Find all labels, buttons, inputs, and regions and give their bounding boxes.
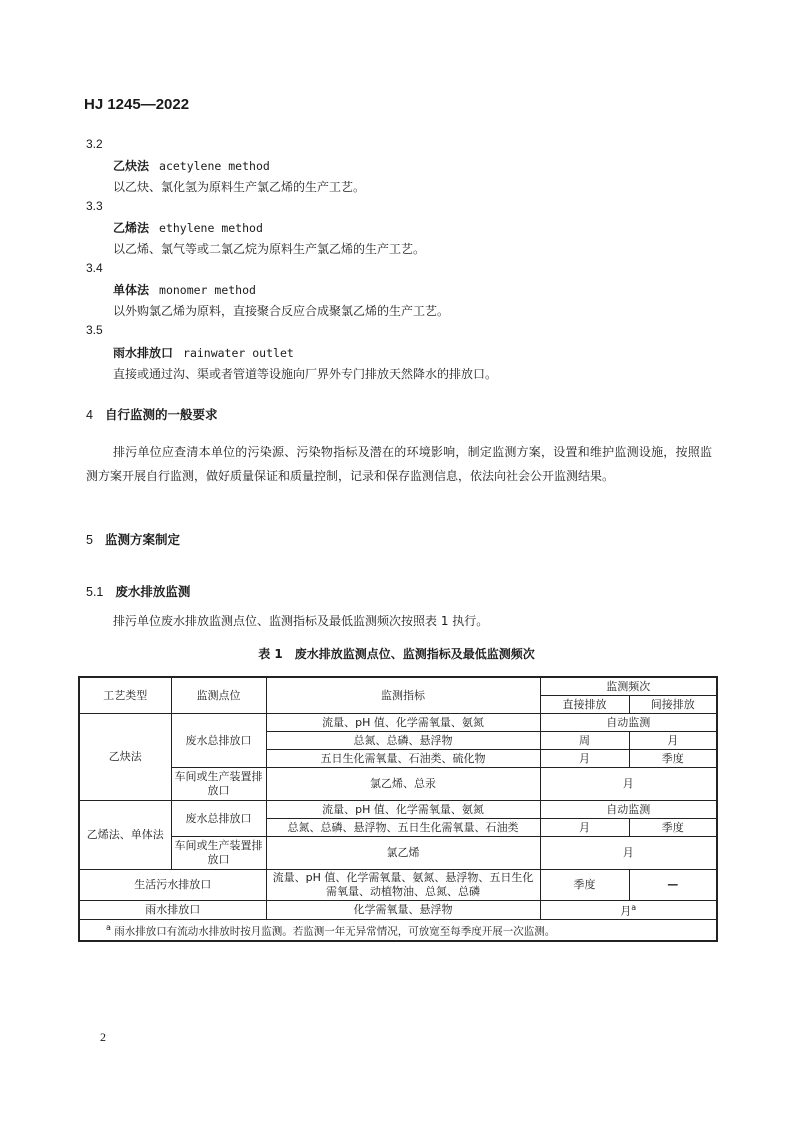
indicator-cell: 总氮、总磷、悬浮物、五日生化需氧量、石油类 <box>266 819 540 837</box>
section-title: 自行监测的一般要求 <box>104 407 218 422</box>
frequency-cell: 自动监测 <box>540 714 717 732</box>
frequency-cell: 月 <box>540 768 717 801</box>
subsection-title: 废水排放监测 <box>115 584 191 599</box>
frequency-value: 月 <box>620 904 632 918</box>
clause-number: 3.2 <box>86 137 103 151</box>
table-row <box>79 837 717 870</box>
indicator-cell: 总氮、总磷、悬浮物 <box>266 732 540 750</box>
table-row <box>79 768 717 801</box>
subsection-heading <box>86 582 190 600</box>
term-definition: 直接或通过沟、渠或者管道等设施向厂界外专门排放天然降水的排放口。 <box>113 367 498 381</box>
table-row <box>79 901 717 920</box>
term-definition: 以乙烯、氯气等或二氯乙烷为原料生产氯乙烯的生产工艺。 <box>113 242 426 256</box>
section-number: 5 <box>86 533 93 547</box>
frequency-cell: 月 <box>540 837 717 870</box>
header-point: 监测点位 <box>171 677 266 714</box>
table-caption <box>0 645 793 662</box>
header-frequency: 监测频次 <box>540 677 717 696</box>
indicator-cell: 流量、pH 值、化学需氧量、氨氮 <box>266 714 540 732</box>
indicator-cell: 氯乙烯、总汞 <box>266 768 540 801</box>
indicator-cell: 氯乙烯 <box>266 837 540 870</box>
point-cell: 雨水排放口 <box>79 901 266 920</box>
point-cell: 生活污水排放口 <box>79 870 266 901</box>
term-definition: 以乙炔、氯化氢为原料生产氯乙烯的生产工艺。 <box>113 180 366 194</box>
header-indirect: 间接排放 <box>629 696 717 714</box>
term-en: rainwater outlet <box>183 346 294 360</box>
table-note-row <box>79 919 717 941</box>
table-title: 废水排放监测点位、监测指标及最低监测频次 <box>294 647 535 661</box>
frequency-cell <box>540 901 717 920</box>
footnote-text: 雨水排放口有流动水排放时按月监测。若监测一年无异常情况，可放宽至每季度开展一次监测。 <box>114 925 556 938</box>
indicator-cell: 流量、pH 值、化学需氧量、氨氮 <box>266 801 540 819</box>
indicator-cell: 流量、pH 值、化学需氧量、氨氮、悬浮物、五日生化需氧量、动植物油、总氮、总磷 <box>266 870 540 901</box>
term-heading <box>113 157 270 174</box>
direct-cell: 季度 <box>540 870 629 901</box>
section-number: 4 <box>86 408 93 422</box>
table-row <box>79 714 717 732</box>
indirect-cell: — <box>629 870 717 901</box>
point-cell: 废水总排放口 <box>171 714 266 768</box>
term-zh: 雨水排放口 <box>113 346 174 360</box>
term-zh: 乙炔法 <box>113 159 150 173</box>
document-code: HJ 1245—2022 <box>84 96 190 113</box>
footnote-marker: a <box>631 903 637 912</box>
page-number: 2 <box>100 1030 106 1044</box>
term-heading <box>113 219 263 236</box>
section-heading <box>86 405 217 423</box>
direct-cell: 周 <box>540 732 629 750</box>
process-cell: 乙炔法 <box>79 714 171 801</box>
frequency-cell: 自动监测 <box>540 801 717 819</box>
indirect-cell: 季度 <box>629 819 717 837</box>
indirect-cell: 月 <box>629 732 717 750</box>
clause-number: 3.3 <box>86 199 103 213</box>
table-number: 表 1 <box>258 647 283 661</box>
indicator-cell: 五日生化需氧量、石油类、硫化物 <box>266 750 540 768</box>
term-zh: 单体法 <box>113 283 150 297</box>
indicator-cell: 化学需氧量、悬浮物 <box>266 901 540 920</box>
table-row <box>79 801 717 819</box>
term-definition: 以外购氯乙烯为原料，直接聚合反应合成聚氯乙烯的生产工艺。 <box>113 304 450 318</box>
monitoring-table <box>78 676 718 942</box>
point-cell: 车间或生产装置排放口 <box>171 837 266 870</box>
term-heading <box>113 344 294 361</box>
section-heading <box>86 530 180 548</box>
term-zh: 乙烯法 <box>113 221 150 235</box>
subsection-number: 5.1 <box>86 585 104 599</box>
table-row <box>79 870 717 901</box>
term-en: acetylene method <box>159 159 270 173</box>
clause-number: 3.4 <box>86 261 103 275</box>
term-heading <box>113 281 256 298</box>
point-cell: 废水总排放口 <box>171 801 266 837</box>
point-cell: 车间或生产装置排放口 <box>171 768 266 801</box>
header-indicator: 监测指标 <box>266 677 540 714</box>
direct-cell: 月 <box>540 819 629 837</box>
term-en: monomer method <box>159 283 256 297</box>
indirect-cell: 季度 <box>629 750 717 768</box>
header-process: 工艺类型 <box>79 677 171 714</box>
process-cell: 乙烯法、单体法 <box>79 801 171 870</box>
table-footnote <box>79 919 717 941</box>
section-paragraph: 排污单位应查清本单位的污染源、污染物指标及潜在的环境影响，制定监测方案，设置和维护监测设施，按照监测方案开展自行监测，做好质量保证和质量控制，记录和保存监测信息，依法向社会公开监测结果。 <box>86 445 712 483</box>
footnote-marker: a <box>106 922 111 932</box>
section-title: 监测方案制定 <box>104 532 180 547</box>
table-intro: 排污单位废水排放监测点位、监测指标及最低监测频次按照表 1 执行。 <box>113 614 489 628</box>
header-direct: 直接排放 <box>540 696 629 714</box>
term-en: ethylene method <box>159 221 263 235</box>
clause-number: 3.5 <box>86 323 103 337</box>
table-header-row <box>79 677 717 696</box>
direct-cell: 月 <box>540 750 629 768</box>
